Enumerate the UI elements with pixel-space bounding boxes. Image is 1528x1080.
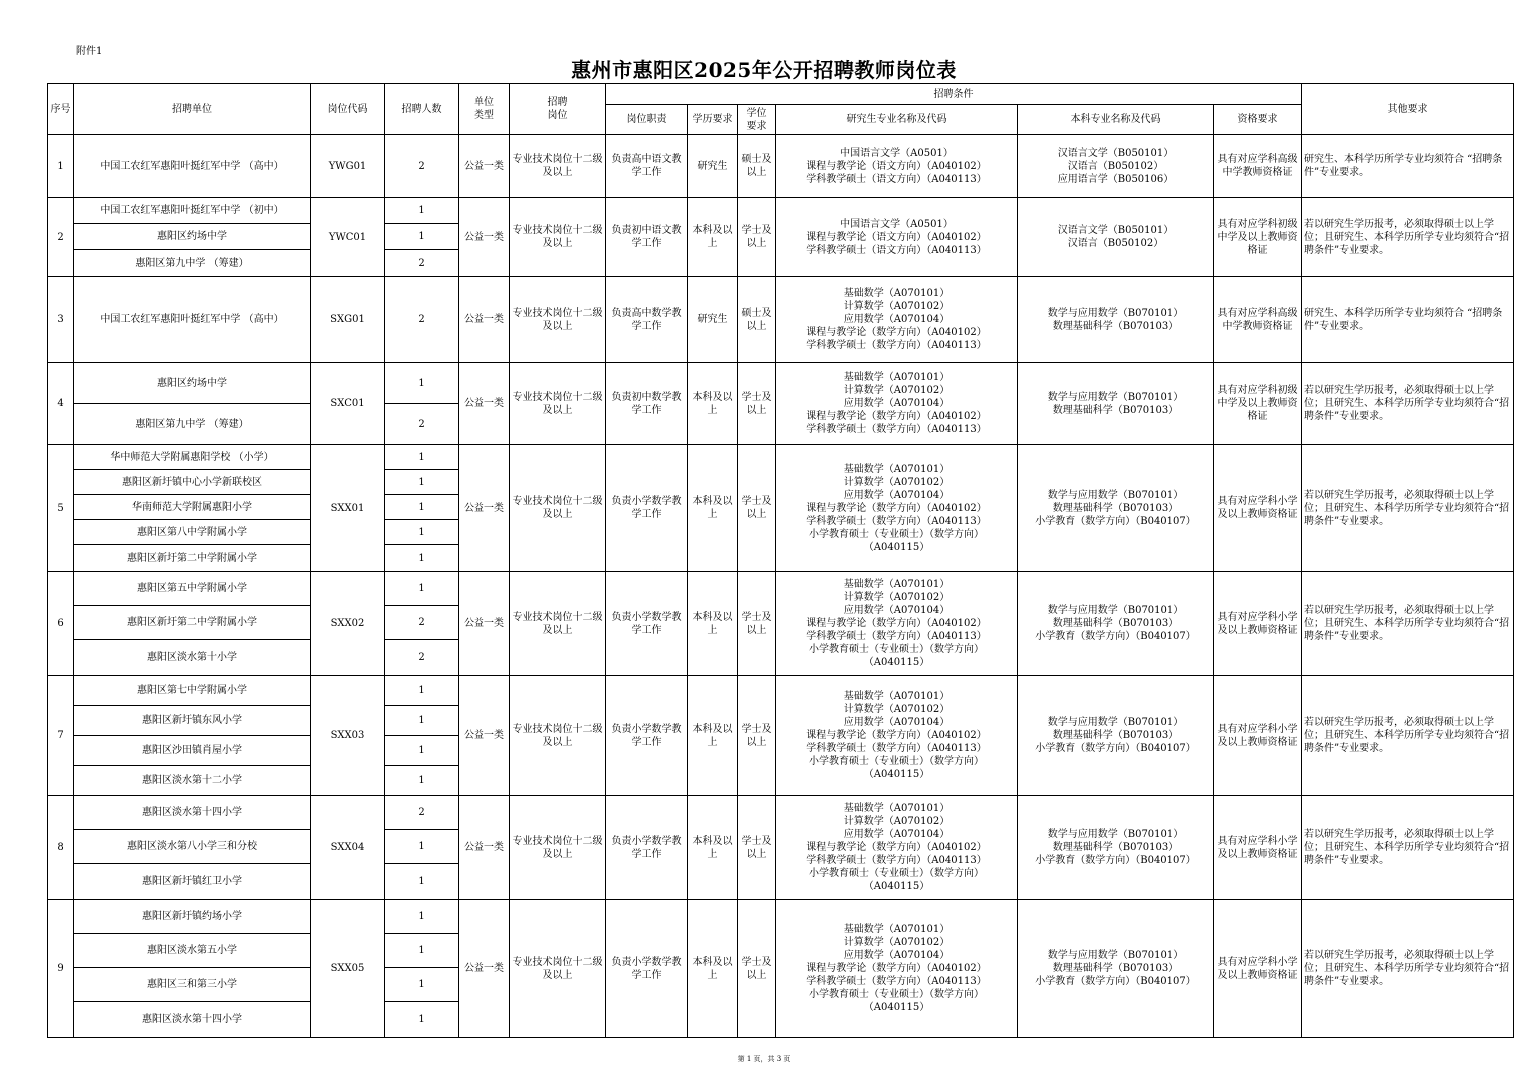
qualification-cell: 具有对应学科小学及以上教师资格证	[1214, 445, 1302, 572]
unit-type-cell: 公益一类	[459, 796, 510, 900]
edu-cell: 本科及以上	[688, 198, 738, 277]
table-row	[48, 900, 1514, 934]
page-footer: 第 1 页，共 3 页	[737, 1055, 791, 1063]
recruit-count-cell: 1	[385, 736, 459, 766]
post-code-cell: SXX01	[311, 445, 385, 572]
post-cell: 专业技术岗位十二级及以上	[510, 363, 606, 445]
unit-type-cell: 公益一类	[459, 900, 510, 1038]
header-unit-type: 单位 类型	[459, 84, 510, 135]
post-code-cell: YWC01	[311, 198, 385, 277]
post-cell: 专业技术岗位十二级及以上	[510, 198, 606, 277]
degree-cell: 硕士及以上	[738, 135, 776, 198]
duty-cell: 负责小学数学教学工作	[606, 572, 688, 676]
table-row	[48, 277, 1514, 363]
edu-cell: 研究生	[688, 277, 738, 363]
header-seq: 序号	[48, 84, 74, 135]
post-cell: 专业技术岗位十二级及以上	[510, 277, 606, 363]
qualification-cell: 具有对应学科小学及以上教师资格证	[1214, 900, 1302, 1038]
recruit-count-cell: 1	[385, 706, 459, 736]
edu-cell: 本科及以上	[688, 363, 738, 445]
table-body	[48, 135, 1514, 1038]
recruit-count-cell: 2	[385, 640, 459, 676]
header-unit: 招聘单位	[74, 84, 311, 135]
seq-cell: 8	[48, 796, 74, 900]
ug-major-cell: 数学与应用数学（B070101） 数理基础科学（B070103） 小学教育（数学方向）（B040107）	[1018, 445, 1214, 572]
unit-name-cell: 惠阳区第七中学附属小学	[74, 676, 311, 706]
header-code: 岗位代码	[311, 84, 385, 135]
grad-major-cell: 中国语言文学（A0501） 课程与教学论（语文方向）（A040102） 学科教学硕士（语文方向）（A040113）	[776, 198, 1018, 277]
degree-cell: 硕士及以上	[738, 277, 776, 363]
attachment-label: 附件1	[76, 46, 103, 57]
qualification-cell: 具有对应学科初级中学及以上教师资格证	[1214, 363, 1302, 445]
post-cell: 专业技术岗位十二级及以上	[510, 135, 606, 198]
grad-major-cell: 基础数学（A070101） 计算数学（A070102） 应用数学（A070104） 课程与教学论（数学方向）（A040102） 学科教学硕士（数学方向）（A040113） 小学教育硕士（专业硕士）（数学方向） （A040115）	[776, 900, 1018, 1038]
header-grad-major: 研究生专业名称及代码	[776, 105, 1018, 135]
header-ug-major: 本科专业名称及代码	[1018, 105, 1214, 135]
seq-cell: 1	[48, 135, 74, 198]
recruit-count-cell: 1	[385, 968, 459, 1002]
recruit-count-cell: 1	[385, 520, 459, 545]
unit-name-cell: 惠阳区淡水第十小学	[74, 640, 311, 676]
degree-cell: 学士及以上	[738, 572, 776, 676]
qualification-cell: 具有对应学科小学及以上教师资格证	[1214, 796, 1302, 900]
qualification-cell: 具有对应学科高级中学教师资格证	[1214, 277, 1302, 363]
header-duty: 岗位职责	[606, 105, 688, 135]
degree-cell: 学士及以上	[738, 676, 776, 796]
post-cell: 专业技术岗位十二级及以上	[510, 445, 606, 572]
recruit-count-cell: 1	[385, 470, 459, 495]
seq-cell: 5	[48, 445, 74, 572]
header-edu: 学历要求	[688, 105, 738, 135]
duty-cell: 负责小学数学教学工作	[606, 900, 688, 1038]
post-cell: 专业技术岗位十二级及以上	[510, 900, 606, 1038]
other-requirements-cell: 研究生、本科学历所学专业均须符合 “招聘条件”专业要求。	[1302, 277, 1514, 363]
seq-cell: 7	[48, 676, 74, 796]
unit-type-cell: 公益一类	[459, 198, 510, 277]
header-post: 招聘 岗位	[510, 84, 606, 135]
edu-cell: 本科及以上	[688, 445, 738, 572]
unit-name-cell: 惠阳区淡水第十二小学	[74, 766, 311, 796]
recruit-count-cell: 1	[385, 900, 459, 934]
other-requirements-cell: 若以研究生学历报考，必须取得硕士以上学位；且研究生、本科学历所学专业均须符合“招聘条件”专业要求。	[1302, 445, 1514, 572]
grad-major-cell: 基础数学（A070101） 计算数学（A070102） 应用数学（A070104） 课程与教学论（数学方向）（A040102） 学科教学硕士（数学方向）（A040113）	[776, 277, 1018, 363]
seq-cell: 6	[48, 572, 74, 676]
table-row	[48, 198, 1514, 224]
unit-name-cell: 中国工农红军惠阳叶挺红军中学 （初中）	[74, 198, 311, 224]
unit-name-cell: 惠阳区约场中学	[74, 363, 311, 404]
ug-major-cell: 数学与应用数学（B070101） 数理基础科学（B070103）	[1018, 277, 1214, 363]
table-row	[48, 572, 1514, 606]
grad-major-cell: 基础数学（A070101） 计算数学（A070102） 应用数学（A070104） 课程与教学论（数学方向）（A040102） 学科教学硕士（数学方向）（A040113） 小学教育硕士（专业硕士）（数学方向） （A040115）	[776, 572, 1018, 676]
qualification-cell: 具有对应学科小学及以上教师资格证	[1214, 572, 1302, 676]
recruit-count-cell: 1	[385, 545, 459, 572]
unit-name-cell: 惠阳区淡水第十四小学	[74, 796, 311, 830]
post-code-cell: SXC01	[311, 363, 385, 445]
recruit-count-cell: 2	[385, 606, 459, 640]
post-code-cell: SXX02	[311, 572, 385, 676]
unit-name-cell: 惠阳区第九中学 （筹建）	[74, 404, 311, 445]
recruit-count-cell: 2	[385, 135, 459, 198]
seq-cell: 9	[48, 900, 74, 1038]
header-other: 其他要求	[1302, 84, 1514, 135]
recruit-count-cell: 1	[385, 224, 459, 250]
grad-major-cell: 中国语言文学（A0501） 课程与教学论（语文方向）（A040102） 学科教学硕士（语文方向）（A040113）	[776, 135, 1018, 198]
other-requirements-cell: 若以研究生学历报考，必须取得硕士以上学位；且研究生、本科学历所学专业均须符合“招聘条件”专业要求。	[1302, 572, 1514, 676]
degree-cell: 学士及以上	[738, 198, 776, 277]
recruit-count-cell: 1	[385, 934, 459, 968]
unit-type-cell: 公益一类	[459, 363, 510, 445]
degree-cell: 学士及以上	[738, 900, 776, 1038]
recruit-count-cell: 1	[385, 676, 459, 706]
qualification-cell: 具有对应学科初级中学及以上教师资格证	[1214, 198, 1302, 277]
recruit-count-cell: 1	[385, 766, 459, 796]
recruit-count-cell: 1	[385, 495, 459, 520]
degree-cell: 学士及以上	[738, 445, 776, 572]
seq-cell: 2	[48, 198, 74, 277]
unit-name-cell: 华中师范大学附属惠阳学校 （小学）	[74, 445, 311, 470]
other-requirements-cell: 若以研究生学历报考，必须取得硕士以上学位；且研究生、本科学历所学专业均须符合“招聘条件”专业要求。	[1302, 198, 1514, 277]
recruit-count-cell: 1	[385, 198, 459, 224]
unit-name-cell: 惠阳区第八中学附属小学	[74, 520, 311, 545]
seq-cell: 3	[48, 277, 74, 363]
other-requirements-cell: 研究生、本科学历所学专业均须符合 “招聘条件”专业要求。	[1302, 135, 1514, 198]
unit-name-cell: 惠阳区新圩镇中心小学新联校区	[74, 470, 311, 495]
unit-name-cell: 惠阳区淡水第八小学三和分校	[74, 830, 311, 864]
qualification-cell: 具有对应学科高级中学教师资格证	[1214, 135, 1302, 198]
grad-major-cell: 基础数学（A070101） 计算数学（A070102） 应用数学（A070104） 课程与教学论（数学方向）（A040102） 学科教学硕士（数学方向）（A040113） 小学教育硕士（专业硕士）（数学方向） （A040115）	[776, 445, 1018, 572]
header-count: 招聘人数	[385, 84, 459, 135]
unit-type-cell: 公益一类	[459, 445, 510, 572]
table-row	[48, 445, 1514, 470]
duty-cell: 负责小学数学教学工作	[606, 796, 688, 900]
ug-major-cell: 数学与应用数学（B070101） 数理基础科学（B070103） 小学教育（数学方向）（B040107）	[1018, 572, 1214, 676]
unit-type-cell: 公益一类	[459, 676, 510, 796]
unit-name-cell: 惠阳区新圩第二中学附属小学	[74, 545, 311, 572]
edu-cell: 研究生	[688, 135, 738, 198]
unit-type-cell: 公益一类	[459, 277, 510, 363]
unit-name-cell: 惠阳区新圩镇红卫小学	[74, 864, 311, 900]
unit-name-cell: 惠阳区淡水第十四小学	[74, 1002, 311, 1038]
other-requirements-cell: 若以研究生学历报考，必须取得硕士以上学位；且研究生、本科学历所学专业均须符合“招聘条件”专业要求。	[1302, 676, 1514, 796]
duty-cell: 负责初中数学教学工作	[606, 363, 688, 445]
recruit-count-cell: 2	[385, 796, 459, 830]
grad-major-cell: 基础数学（A070101） 计算数学（A070102） 应用数学（A070104） 课程与教学论（数学方向）（A040102） 学科教学硕士（数学方向）（A040113） 小学教育硕士（专业硕士）（数学方向） （A040115）	[776, 676, 1018, 796]
recruit-count-cell: 2	[385, 277, 459, 363]
unit-name-cell: 惠阳区三和第三小学	[74, 968, 311, 1002]
other-requirements-cell: 若以研究生学历报考，必须取得硕士以上学位；且研究生、本科学历所学专业均须符合“招聘条件”专业要求。	[1302, 796, 1514, 900]
table-row	[48, 135, 1514, 198]
post-code-cell: SXG01	[311, 277, 385, 363]
duty-cell: 负责小学数学教学工作	[606, 676, 688, 796]
table-row	[48, 363, 1514, 404]
unit-name-cell: 惠阳区第九中学 （筹建）	[74, 250, 311, 277]
edu-cell: 本科及以上	[688, 676, 738, 796]
seq-cell: 4	[48, 363, 74, 445]
post-code-cell: SXX04	[311, 796, 385, 900]
grad-major-cell: 基础数学（A070101） 计算数学（A070102） 应用数学（A070104） 课程与教学论（数学方向）（A040102） 学科教学硕士（数学方向）（A040113）	[776, 363, 1018, 445]
unit-name-cell: 惠阳区新圩第二中学附属小学	[74, 606, 311, 640]
unit-name-cell: 惠阳区约场中学	[74, 224, 311, 250]
recruit-count-cell: 1	[385, 830, 459, 864]
duty-cell: 负责高中语文教学工作	[606, 135, 688, 198]
recruit-count-cell: 2	[385, 404, 459, 445]
qualification-cell: 具有对应学科小学及以上教师资格证	[1214, 676, 1302, 796]
post-cell: 专业技术岗位十二级及以上	[510, 572, 606, 676]
header-conditions: 招聘条件	[606, 84, 1302, 105]
unit-type-cell: 公益一类	[459, 572, 510, 676]
other-requirements-cell: 若以研究生学历报考，必须取得硕士以上学位；且研究生、本科学历所学专业均须符合“招聘条件”专业要求。	[1302, 363, 1514, 445]
post-code-cell: SXX03	[311, 676, 385, 796]
unit-name-cell: 惠阳区淡水第五小学	[74, 934, 311, 968]
ug-major-cell: 汉语言文学（B050101） 汉语言（B050102）	[1018, 198, 1214, 277]
header-qualification: 资格要求	[1214, 105, 1302, 135]
unit-name-cell: 惠阳区新圩镇东风小学	[74, 706, 311, 736]
recruit-count-cell: 1	[385, 1002, 459, 1038]
ug-major-cell: 数学与应用数学（B070101） 数理基础科学（B070103） 小学教育（数学方向）（B040107）	[1018, 796, 1214, 900]
other-requirements-cell: 若以研究生学历报考，必须取得硕士以上学位；且研究生、本科学历所学专业均须符合“招聘条件”专业要求。	[1302, 900, 1514, 1038]
ug-major-cell: 数学与应用数学（B070101） 数理基础科学（B070103） 小学教育（数学方向）（B040107）	[1018, 676, 1214, 796]
unit-name-cell: 惠阳区沙田镇肖屋小学	[74, 736, 311, 766]
recruit-count-cell: 1	[385, 572, 459, 606]
unit-name-cell: 中国工农红军惠阳叶挺红军中学 （高中）	[74, 135, 311, 198]
recruit-count-cell: 1	[385, 445, 459, 470]
recruit-count-cell: 2	[385, 250, 459, 277]
post-cell: 专业技术岗位十二级及以上	[510, 796, 606, 900]
table-row	[48, 796, 1514, 830]
table-row	[48, 676, 1514, 706]
ug-major-cell: 数学与应用数学（B070101） 数理基础科学（B070103） 小学教育（数学方向）（B040107）	[1018, 900, 1214, 1038]
unit-name-cell: 惠阳区新圩镇约场小学	[74, 900, 311, 934]
recruit-count-cell: 1	[385, 864, 459, 900]
edu-cell: 本科及以上	[688, 796, 738, 900]
ug-major-cell: 汉语言文学（B050101） 汉语言（B050102） 应用语言学（B050106）	[1018, 135, 1214, 198]
recruitment-table	[47, 83, 1514, 1038]
page-title: 惠州市惠阳区2025年公开招聘教师岗位表	[571, 58, 957, 82]
post-cell: 专业技术岗位十二级及以上	[510, 676, 606, 796]
degree-cell: 学士及以上	[738, 363, 776, 445]
post-code-cell: SXX05	[311, 900, 385, 1038]
unit-type-cell: 公益一类	[459, 135, 510, 198]
unit-name-cell: 中国工农红军惠阳叶挺红军中学 （高中）	[74, 277, 311, 363]
duty-cell: 负责初中语文教学工作	[606, 198, 688, 277]
edu-cell: 本科及以上	[688, 900, 738, 1038]
degree-cell: 学士及以上	[738, 796, 776, 900]
post-code-cell: YWG01	[311, 135, 385, 198]
edu-cell: 本科及以上	[688, 572, 738, 676]
duty-cell: 负责高中数学教学工作	[606, 277, 688, 363]
unit-name-cell: 惠阳区第五中学附属小学	[74, 572, 311, 606]
grad-major-cell: 基础数学（A070101） 计算数学（A070102） 应用数学（A070104） 课程与教学论（数学方向）（A040102） 学科教学硕士（数学方向）（A040113） 小学教育硕士（专业硕士）（数学方向） （A040115）	[776, 796, 1018, 900]
ug-major-cell: 数学与应用数学（B070101） 数理基础科学（B070103）	[1018, 363, 1214, 445]
header-degree: 学位 要求	[738, 105, 776, 135]
recruit-count-cell: 1	[385, 363, 459, 404]
unit-name-cell: 华南师范大学附属惠阳小学	[74, 495, 311, 520]
duty-cell: 负责小学数学教学工作	[606, 445, 688, 572]
